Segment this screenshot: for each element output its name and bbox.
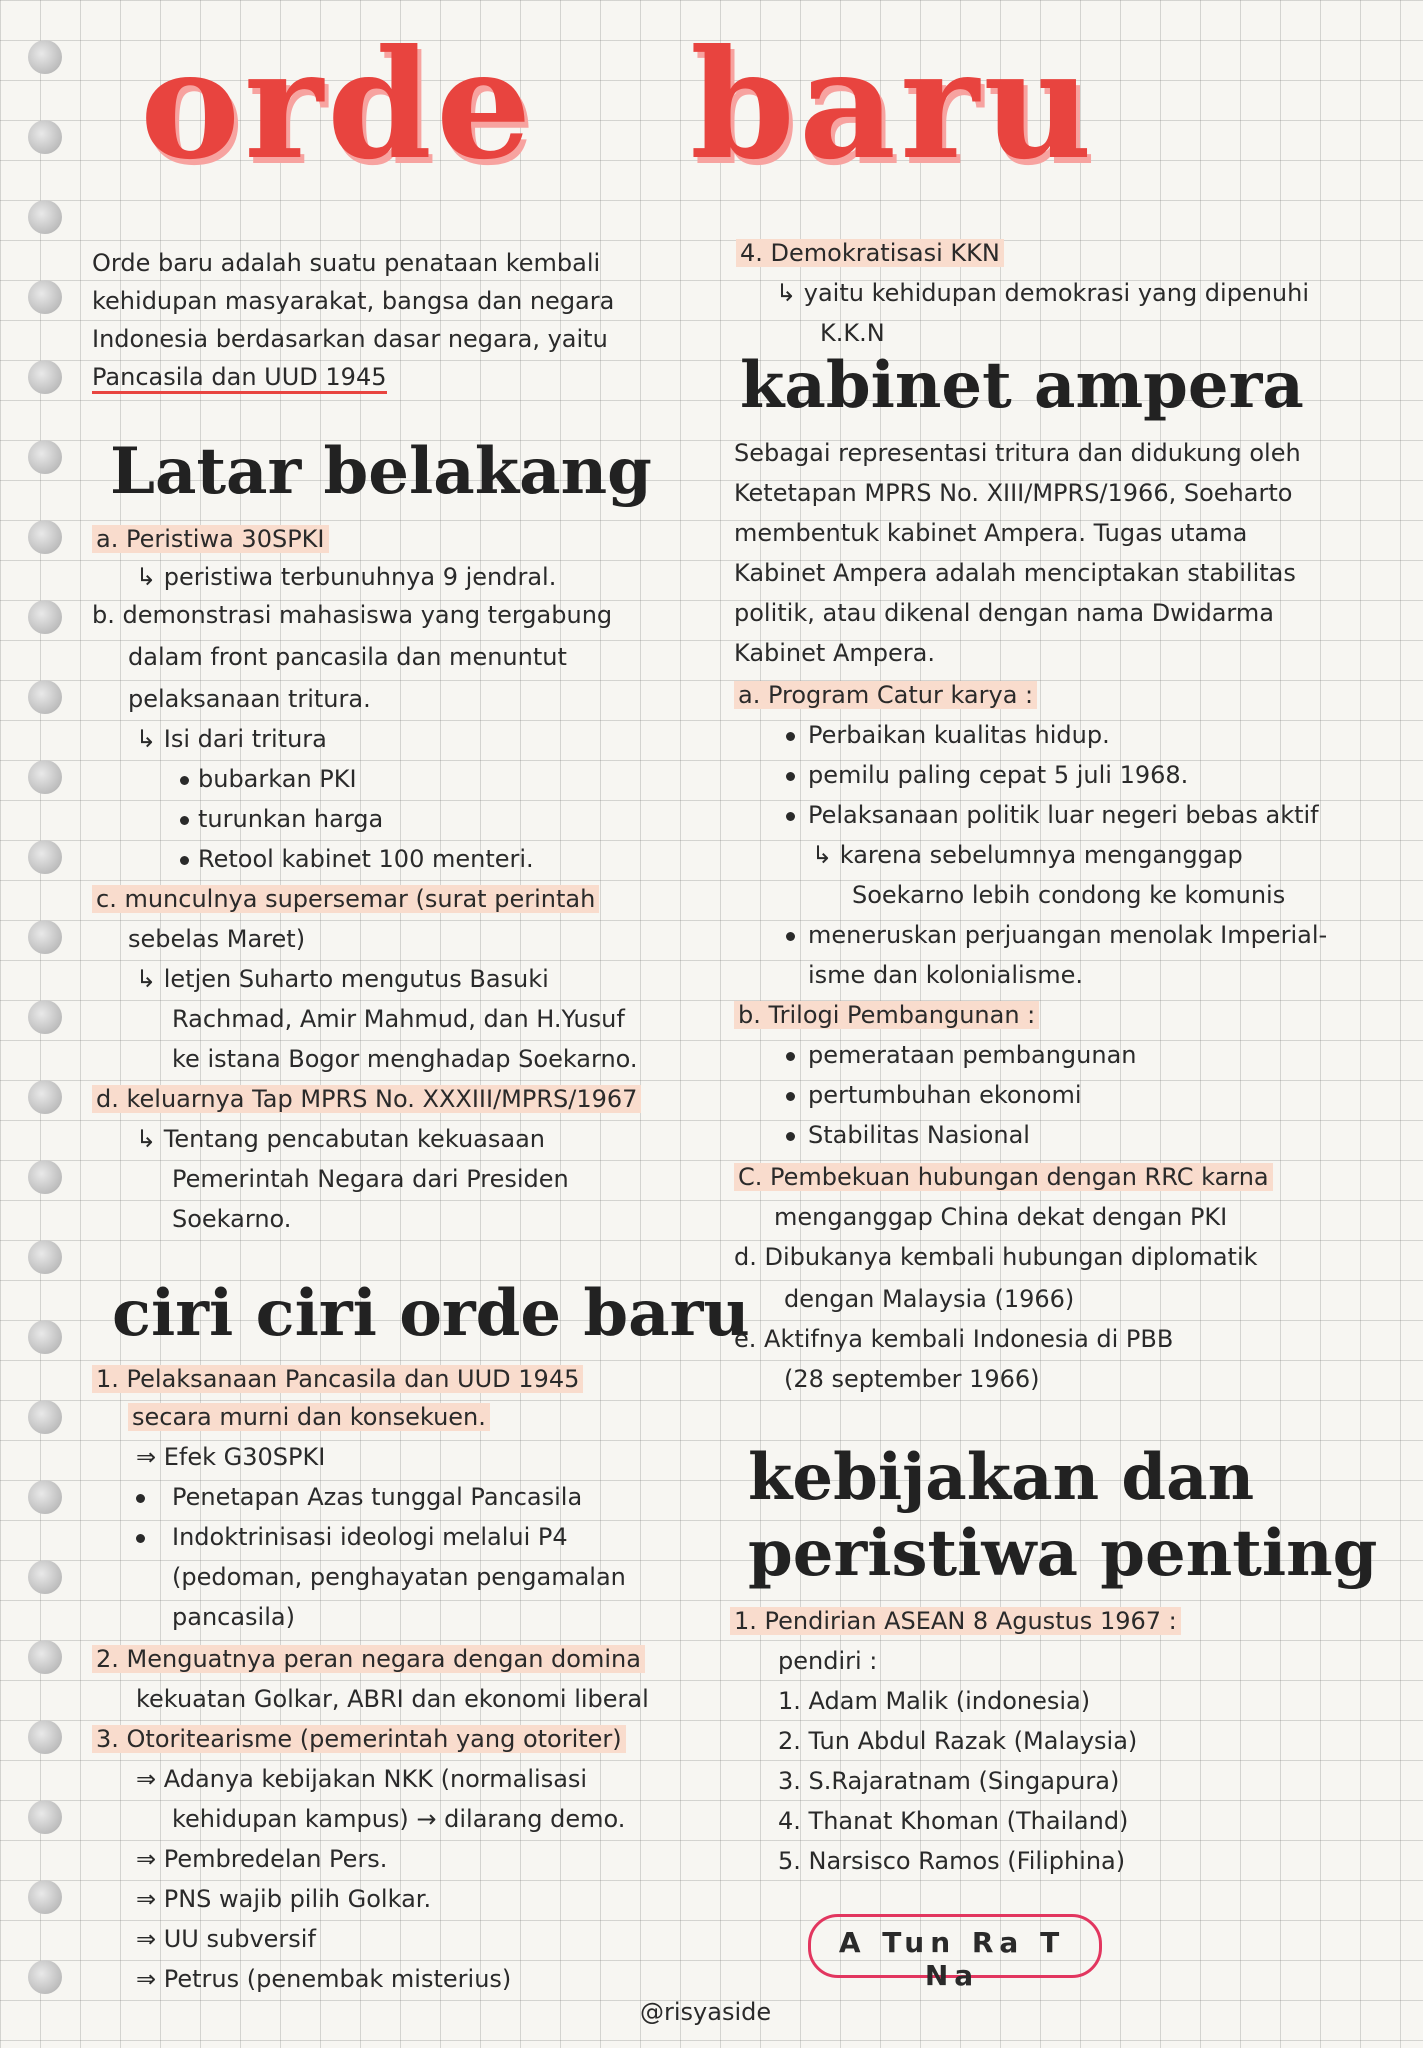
kebijakan-heading-2: peristiwa penting bbox=[748, 1516, 1378, 1591]
latar-line: pelaksanaan tritura. bbox=[128, 685, 371, 713]
kabinet-highlight: b. Trilogi Pembangunan : bbox=[734, 1001, 1039, 1029]
kabinet-line: e. Aktifnya kembali Indonesia di PBB bbox=[734, 1325, 1174, 1353]
bullet-dot bbox=[180, 856, 189, 865]
intro-underlined-phrase: Pancasila dan UUD 1945 bbox=[92, 363, 387, 394]
latar-line: Retool kabinet 100 menteri. bbox=[198, 845, 534, 873]
binder-hole bbox=[28, 1960, 62, 1994]
binder-hole bbox=[28, 1640, 62, 1674]
kabinet-line: politik, atau dikenal dengan nama Dwidarma bbox=[734, 599, 1274, 627]
latar-line: ke istana Bogor menghadap Soekarno. bbox=[172, 1045, 638, 1073]
kabinet-line: pemerataan pembangunan bbox=[808, 1041, 1137, 1069]
ciri-heading: ciri ciri orde baru bbox=[112, 1276, 750, 1351]
kabinet-line: membentuk kabinet Ampera. Tugas utama bbox=[734, 519, 1248, 547]
intro-line bbox=[92, 362, 387, 392]
demokratisasi-line bbox=[736, 238, 1004, 268]
bullet-dot bbox=[136, 1494, 145, 1503]
kebijakan-line: 4. Thanat Khoman (Thailand) bbox=[778, 1807, 1129, 1835]
ciri-line: ⇒ Petrus (penembak misterius) bbox=[136, 1965, 512, 1993]
bullet-dot bbox=[786, 932, 795, 941]
binder-hole bbox=[28, 120, 62, 154]
kabinet-highlight: C. Pembekuan hubungan dengan RRC karna bbox=[734, 1163, 1273, 1191]
ciri-line: ⇒ PNS wajib pilih Golkar. bbox=[136, 1885, 432, 1913]
ciri-line: pancasila) bbox=[172, 1603, 295, 1631]
intro-line: Orde baru adalah suatu penataan kembali bbox=[92, 249, 601, 277]
kebijakan-line: 2. Tun Abdul Razak (Malaysia) bbox=[778, 1727, 1138, 1755]
ciri-highlight: 1. Pelaksanaan Pancasila dan UUD 1945 bbox=[92, 1365, 583, 1393]
bullet-dot bbox=[180, 776, 189, 785]
kebijakan-line: pendiri : bbox=[778, 1647, 878, 1675]
kabinet-line: pertumbuhan ekonomi bbox=[808, 1081, 1082, 1109]
latar-line: sebelas Maret) bbox=[128, 925, 306, 953]
binder-hole bbox=[28, 1160, 62, 1194]
binder-hole bbox=[28, 1000, 62, 1034]
kabinet-line: dengan Malaysia (1966) bbox=[784, 1285, 1075, 1313]
kabinet-highlight: a. Program Catur karya : bbox=[734, 681, 1037, 709]
latar-line: dalam front pancasila dan menuntut bbox=[128, 643, 567, 671]
kabinet-line: Stabilitas Nasional bbox=[808, 1121, 1030, 1149]
binder-hole bbox=[28, 840, 62, 874]
binder-hole bbox=[28, 680, 62, 714]
kabinet-line: Pelaksanaan politik luar negeri bebas aktif bbox=[808, 801, 1319, 829]
kabinet-line: meneruskan perjuangan menolak Imperial- bbox=[808, 921, 1328, 949]
kabinet-line: Sebagai representasi tritura dan didukung oleh bbox=[734, 439, 1301, 467]
binder-hole bbox=[28, 1880, 62, 1914]
ciri-highlight: 2. Menguatnya peran negara dengan domina bbox=[92, 1645, 645, 1673]
latar-line bbox=[92, 1084, 641, 1114]
intro-line: kehidupan masyarakat, bangsa dan negara bbox=[92, 287, 615, 315]
kebijakan-line bbox=[730, 1606, 1181, 1636]
binder-hole bbox=[28, 1320, 62, 1354]
binder-hole bbox=[28, 1400, 62, 1434]
latar-line: Soekarno. bbox=[172, 1205, 292, 1233]
binder-hole bbox=[28, 920, 62, 954]
latar-line: bubarkan PKI bbox=[198, 765, 357, 793]
bullet-dot bbox=[180, 816, 189, 825]
kabinet-line: Ketetapan MPRS No. XIII/MPRS/1966, Soeharto bbox=[734, 479, 1293, 507]
ciri-highlight: secara murni dan konsekuen. bbox=[128, 1403, 490, 1431]
mnemonic-text: A Tun Ra T Na bbox=[838, 1926, 1066, 1992]
ciri-highlight: 3. Otoritearisme (pemerintah yang otoriter) bbox=[92, 1725, 626, 1753]
latar-line: b. demonstrasi mahasiswa yang tergabung bbox=[92, 601, 613, 629]
bullet-dot bbox=[786, 1092, 795, 1101]
ciri-line bbox=[92, 1644, 645, 1674]
kabinet-line: ↳ karena sebelumnya menganggap bbox=[812, 841, 1243, 869]
kabinet-line: isme dan kolonialisme. bbox=[808, 961, 1084, 989]
latar-heading: Latar belakang bbox=[110, 434, 652, 509]
ciri-line: kehidupan kampus) → dilarang demo. bbox=[172, 1805, 626, 1833]
kabinet-heading: kabinet ampera bbox=[740, 348, 1304, 423]
binder-hole bbox=[28, 1800, 62, 1834]
latar-line: ↳ Isi dari tritura bbox=[136, 725, 327, 753]
demokratisasi-line: ↳ yaitu kehidupan demokrasi yang dipenuhi bbox=[776, 279, 1310, 307]
kabinet-line: Soekarno lebih condong ke komunis bbox=[852, 881, 1286, 909]
ciri-line: (pedoman, penghayatan pengamalan bbox=[172, 1563, 626, 1591]
binder-hole bbox=[28, 1080, 62, 1114]
kabinet-line: Kabinet Ampera adalah menciptakan stabilitas bbox=[734, 559, 1296, 587]
binder-hole bbox=[28, 1240, 62, 1274]
binder-hole bbox=[28, 280, 62, 314]
binder-hole bbox=[28, 600, 62, 634]
kabinet-line: pemilu paling cepat 5 juli 1968. bbox=[808, 761, 1189, 789]
kabinet-line bbox=[734, 1162, 1273, 1192]
kebijakan-line: 5. Narsisco Ramos (Filiphina) bbox=[778, 1847, 1126, 1875]
kabinet-line: Perbaikan kualitas hidup. bbox=[808, 721, 1110, 749]
bullet-dot bbox=[136, 1534, 145, 1543]
page-title-left: orde bbox=[140, 17, 536, 193]
bullet-dot bbox=[786, 772, 795, 781]
latar-line: Rachmad, Amir Mahmud, dan H.Yusuf bbox=[172, 1005, 625, 1033]
binder-hole bbox=[28, 440, 62, 474]
latar-line: ↳ peristiwa terbunuhnya 9 jendral. bbox=[136, 563, 557, 591]
ciri-line: ⇒ Adanya kebijakan NKK (normalisasi bbox=[136, 1765, 588, 1793]
binder-hole bbox=[28, 1720, 62, 1754]
latar-line bbox=[92, 884, 599, 914]
latar-line: ↳ letjen Suharto mengutus Basuki bbox=[136, 965, 549, 993]
kabinet-line: Kabinet Ampera. bbox=[734, 639, 935, 667]
bullet-dot bbox=[786, 1132, 795, 1141]
binder-hole bbox=[28, 40, 62, 74]
latar-line: ↳ Tentang pencabutan kekuasaan bbox=[136, 1125, 546, 1153]
kebijakan-line: 3. S.Rajaratnam (Singapura) bbox=[778, 1767, 1120, 1795]
page-title-right: baru bbox=[690, 17, 1097, 193]
ciri-line: ⇒ Efek G30SPKI bbox=[136, 1443, 326, 1471]
latar-line: Pemerintah Negara dari Presiden bbox=[172, 1165, 569, 1193]
kabinet-line: (28 september 1966) bbox=[784, 1365, 1040, 1393]
latar-highlight: c. munculnya supersemar (surat perintah bbox=[92, 885, 599, 913]
ciri-line: kekuatan Golkar, ABRI dan ekonomi liberal bbox=[136, 1685, 649, 1713]
demokratisasi-line: K.K.N bbox=[820, 319, 885, 347]
ciri-line: Penetapan Azas tunggal Pancasila bbox=[172, 1483, 583, 1511]
latar-highlight: a. Peristiwa 30SPKI bbox=[92, 525, 329, 553]
binder-hole bbox=[28, 1480, 62, 1514]
kabinet-line bbox=[734, 1000, 1039, 1030]
latar-line bbox=[92, 524, 329, 554]
ciri-line bbox=[92, 1364, 583, 1394]
binder-hole bbox=[28, 760, 62, 794]
binder-hole bbox=[28, 200, 62, 234]
bullet-dot bbox=[786, 1052, 795, 1061]
bullet-dot bbox=[786, 812, 795, 821]
kabinet-line: d. Dibukanya kembali hubungan diplomatik bbox=[734, 1243, 1258, 1271]
binder-hole bbox=[28, 1560, 62, 1594]
ciri-line: ⇒ Pembredelan Pers. bbox=[136, 1845, 388, 1873]
binder-hole bbox=[28, 520, 62, 554]
kabinet-line bbox=[734, 680, 1037, 710]
ciri-line bbox=[92, 1724, 626, 1754]
kabinet-line: menganggap China dekat dengan PKI bbox=[774, 1203, 1228, 1231]
demokratisasi-highlight: 4. Demokratisasi KKN bbox=[736, 239, 1004, 267]
credit-handle: @risyaside bbox=[640, 1998, 772, 2026]
intro-line: Indonesia berdasarkan dasar negara, yaitu bbox=[92, 325, 608, 353]
ciri-line: ⇒ UU subversif bbox=[136, 1925, 316, 1953]
latar-highlight: d. keluarnya Tap MPRS No. XXXIII/MPRS/1967 bbox=[92, 1085, 641, 1113]
ciri-line bbox=[128, 1402, 490, 1432]
binder-holes bbox=[14, 40, 74, 2040]
kebijakan-line: 1. Adam Malik (indonesia) bbox=[778, 1687, 1091, 1715]
ciri-line: Indoktrinisasi ideologi melalui P4 bbox=[172, 1523, 568, 1551]
latar-line: turunkan harga bbox=[198, 805, 384, 833]
kebijakan-heading-1: kebijakan dan bbox=[748, 1440, 1255, 1515]
binder-hole bbox=[28, 360, 62, 394]
bullet-dot bbox=[786, 732, 795, 741]
kebijakan-highlight: 1. Pendirian ASEAN 8 Agustus 1967 : bbox=[730, 1607, 1181, 1635]
